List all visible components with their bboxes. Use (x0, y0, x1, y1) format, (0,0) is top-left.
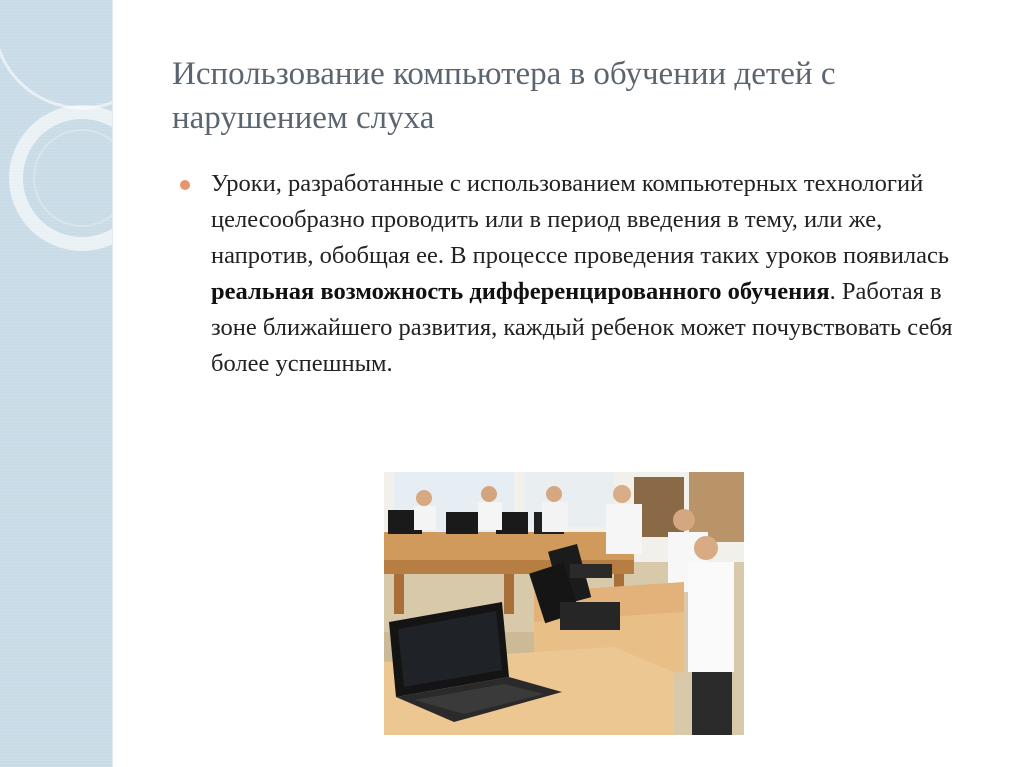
side-decoration-panel (0, 0, 112, 767)
bullet-text-bold: реальная возможность дифференцированного обучения (211, 278, 830, 305)
bullet-paragraph (211, 166, 971, 382)
bullet-text-part2: . Работая в зоне ближайшего развития, каждый ребенок может почувствовать себя более успешным. (211, 278, 953, 377)
bullet-dot-icon (180, 180, 190, 190)
bullet-text-part1: Уроки, разработанные с использованием компьютерных технологий целесообразно проводить или в период введения в тему, или же, напротив, обобщая ее. В процессе проведения таких уроков появилась (211, 170, 950, 269)
side-divider (112, 0, 113, 767)
slide-title: Использование компьютера в обучении детей с нарушением слуха (172, 56, 836, 136)
decorative-rings (0, 0, 112, 767)
classroom-photo (384, 472, 744, 735)
classroom-illustration (384, 472, 744, 735)
